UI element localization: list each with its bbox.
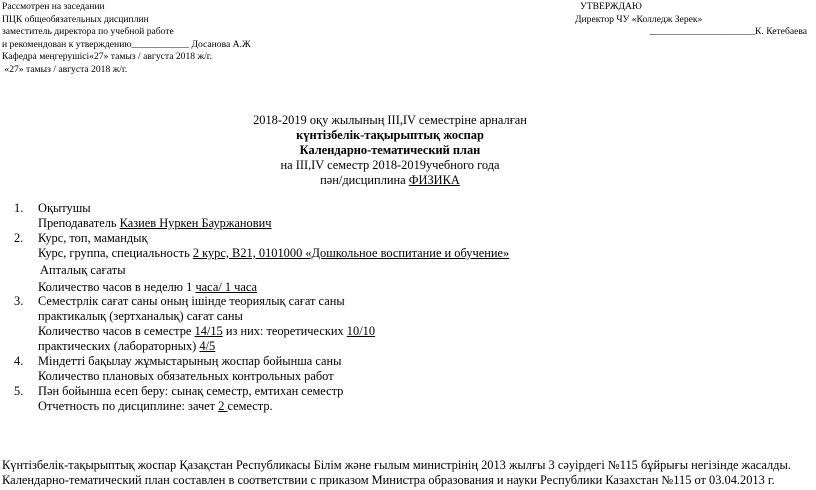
document-title	[160, 113, 620, 188]
director-line: Директор ЧУ «Колледж Зерек»	[575, 13, 703, 25]
item-kz: Оқытушы	[38, 201, 91, 215]
subject-name: ФИЗИКА	[408, 173, 460, 187]
weekly-hours-value: часа/ 1 часа	[195, 279, 258, 294]
title-line-subject	[160, 173, 620, 188]
item-ru	[14, 399, 804, 414]
teacher-name: Казиев Нуркен Бауржанович	[119, 215, 272, 230]
title-line-kz-year: 2018-2019 оқу жылының III,IV семестріне арналған	[253, 113, 527, 127]
footer-ru: Календарно-тематический план составлен в соответствии с приказом Министра образования и науки Республики Казахстан №115 от 03.04.2013 г.	[2, 472, 775, 487]
header-left-line: и рекомендован к утверждению____________ Досанова А.Ж	[2, 38, 251, 50]
header-left-line: Кафедра меңгерушісі«27» тамыз / августа 2018 ж/г.	[2, 51, 212, 63]
plan-details-list	[14, 201, 804, 414]
header-left-line: ПЦК общеобязательных дисциплин	[2, 13, 149, 25]
practice-hours-value: 4/5	[199, 339, 216, 354]
approve-label: УТВЕРЖДАЮ	[580, 1, 642, 12]
item-ru-label: Количество часов в семестре	[38, 324, 195, 339]
weekly-hours-label: Количество часов в неделю 1	[38, 279, 196, 294]
reporting-suffix: семестр.	[227, 398, 273, 413]
list-item-reporting	[14, 384, 804, 414]
item-ru: Количество плановых обязательных контрольных работ	[38, 368, 334, 383]
item-number: 1.	[14, 201, 24, 215]
item-kz: Курс, топ, мамандық	[38, 230, 148, 245]
item-ru-label: Преподаватель	[38, 215, 120, 230]
list-item-control-works	[14, 354, 804, 384]
list-item-teacher	[14, 201, 804, 231]
approval-block-right	[575, 1, 815, 39]
item-number: 5.	[14, 383, 24, 398]
practice-label: практических (лабораторных)	[38, 339, 200, 354]
reporting-semester: 2	[218, 398, 228, 413]
item-number: 4.	[14, 354, 24, 369]
item-number: 3.	[14, 294, 24, 309]
subject-prefix: пән/дисциплина	[320, 173, 409, 187]
weekly-hours-kz: Апталық сағаты	[40, 262, 126, 277]
header-left-line: Рассмотрен на заседании	[2, 1, 105, 12]
weekly-hours-ru	[14, 280, 804, 295]
item-ru-label: Курс, группа, специальность	[38, 245, 193, 260]
theory-hours-value: 10/10	[346, 324, 376, 339]
item-ru	[14, 216, 804, 231]
item-ru	[14, 339, 804, 354]
semester-hours-value: 14/15	[194, 324, 223, 339]
signature-line: ______________________К. Кетебаева	[649, 26, 807, 38]
approval-block-left	[2, 1, 462, 77]
list-item-course	[14, 231, 804, 295]
item-kz: Пән бойынша есеп беру: сынақ семестр, емтихан семестр	[38, 383, 344, 398]
header-left-line: заместитель директора по учебной работе	[2, 26, 174, 38]
header-left-line: «27» тамыз / августа 2018 ж/г.	[2, 63, 128, 75]
item-kz: практикалық (зертханалық) сағат саны	[38, 309, 243, 324]
title-line-kz-plan: күнтізбелік-тақырыптық жоспар	[296, 128, 484, 142]
legal-basis-footer	[2, 458, 816, 488]
item-ru-label: Отчетность по дисциплине: зачет	[38, 398, 219, 413]
item-ru	[14, 324, 804, 339]
theory-label: из них: теоретических	[222, 324, 347, 339]
item-kz: Міндетті бақылау жұмыстарының жоспар бойынша саны	[38, 354, 342, 369]
footer-kz: Күнтізбелік-тақырыптық жоспар Қазақстан Республикасы Білім және ғылым министрінің 2013 жылғы 3 сәуірдегі №115 бұйрығы негізінде жасалды.	[2, 458, 791, 472]
item-number: 2.	[14, 230, 24, 245]
course-value: 2 курс, В21, 0101000 «Дошкольное воспитание и обучение»	[192, 245, 510, 260]
item-kz: Семестрлік сағат саны оның ішінде теориялық сағат саны	[38, 294, 345, 309]
list-item-semester-hours	[14, 294, 804, 354]
title-line-ru-year: на III,IV семестр 2018-2019учебного года	[280, 158, 500, 172]
title-line-ru-plan: Календарно-тематический план	[299, 143, 481, 157]
item-ru	[14, 246, 804, 261]
